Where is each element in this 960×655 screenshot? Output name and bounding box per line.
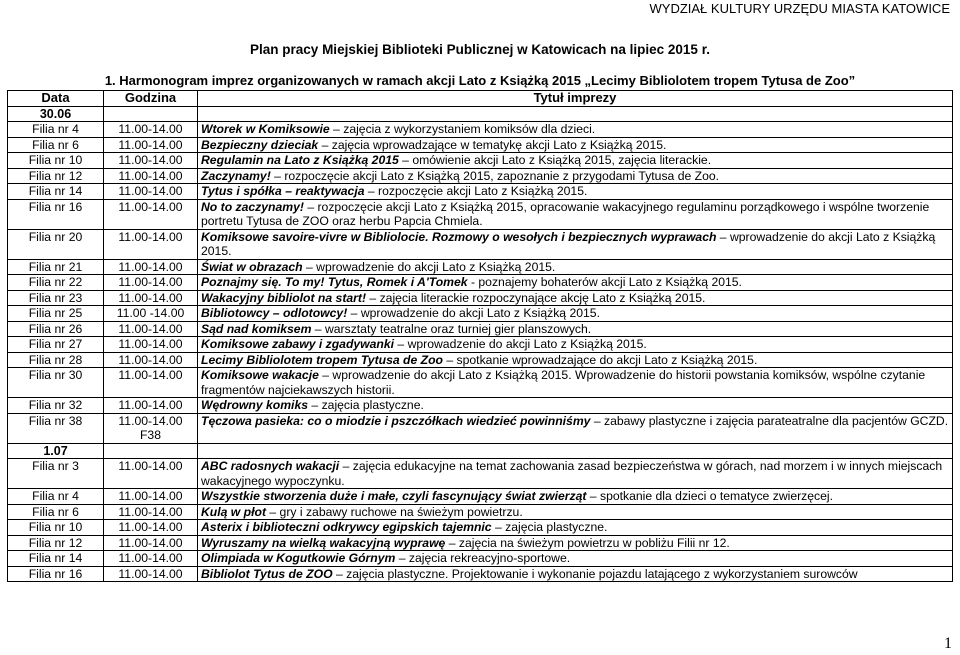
column-header-time: Godzina <box>104 91 198 107</box>
event-cell <box>198 290 953 306</box>
branch-cell: Filia nr 28 <box>8 352 104 368</box>
time-cell: 11.00-14.00 <box>104 321 198 337</box>
event-title: Poznajmy się. To my! Tytus, Romek i A'Tomek <box>201 275 468 289</box>
table-header-row <box>8 91 953 107</box>
event-description: – wprowadzenie do akcji Lato z Książką 2015. <box>302 259 556 274</box>
event-description: - poznajemy bohaterów akcji Lato z Książką 2015. <box>467 275 742 289</box>
table-row <box>8 551 953 567</box>
table-row <box>8 275 953 291</box>
table-row <box>8 259 953 275</box>
time-cell: 11.00-14.00 <box>104 520 198 536</box>
table-row <box>8 368 953 398</box>
branch-cell: Filia nr 20 <box>8 229 104 259</box>
table-row <box>8 184 953 200</box>
branch-cell: Filia nr 25 <box>8 306 104 322</box>
event-title: Wakacyjny bibliolot na start! <box>201 290 367 305</box>
table-row <box>8 153 953 169</box>
branch-cell: Filia nr 14 <box>8 184 104 200</box>
table-row <box>8 168 953 184</box>
table-row <box>8 337 953 353</box>
event-title: Wyruszamy na wielką wakacyjną wyprawę <box>201 535 446 550</box>
time-cell: 11.00-14.00 <box>104 137 198 153</box>
page-number: 1 <box>944 635 952 652</box>
office-header: WYDZIAŁ KULTURY URZĘDU MIASTA KATOWICE <box>649 1 950 16</box>
event-cell <box>198 137 953 153</box>
event-description: – zajęcia plastyczne. <box>308 398 424 412</box>
event-description: – zajęcia z wykorzystaniem komiksów dla dzieci. <box>329 122 596 136</box>
event-title: Komiksowe wakacje <box>201 368 319 382</box>
event-description: – zajęcia plastyczne. Projektowanie i wykonanie pojazdu latającego z wykorzystaniem surowców <box>332 566 858 581</box>
event-description: – spotkanie wprowadzające do akcji Lato z Książką 2015. <box>442 352 758 367</box>
event-title: Bibliotowcy – odlotowcy! <box>201 306 348 320</box>
time-cell: 11.00-14.00 <box>104 551 198 567</box>
event-title: Tęczowa pasieka: co o miodzie i pszczółkach wiedzieć powinniśmy <box>201 413 591 428</box>
event-description: – zajęcia rekreacyjno-sportowe. <box>395 551 571 565</box>
branch-cell: Filia nr 6 <box>8 504 104 520</box>
branch-cell: Filia nr 22 <box>8 275 104 291</box>
event-title: Komiksowe savoire-vivre w Bibliolocie. Rozmowy o wesołych i bezpiecznych wyprawach <box>201 229 717 244</box>
table-row <box>8 520 953 536</box>
event-description: – wprowadzenie do akcji Lato z Książką 2015. <box>394 337 647 351</box>
event-title: Olimpiada w Kogutkowie Górnym <box>201 551 396 565</box>
branch-cell: Filia nr 12 <box>8 168 104 184</box>
time-cell: 11.00-14.00 <box>104 290 198 306</box>
date-cell: 30.06 <box>8 106 104 122</box>
date-row <box>8 443 953 459</box>
branch-cell: Filia nr 6 <box>8 137 104 153</box>
event-description: – warsztaty teatralne oraz turniej gier planszowych. <box>311 321 592 336</box>
event-cell <box>198 566 953 582</box>
event-description: – omówienie akcji Lato z Książką 2015, zajęcia literackie. <box>398 153 712 167</box>
document-title: Plan pracy Miejskiej Biblioteki Publicznej w Katowicach na lipiec 2015 r. <box>250 42 710 57</box>
event-cell <box>198 259 953 275</box>
event-cell <box>198 504 953 520</box>
table-row <box>8 413 953 443</box>
branch-cell: Filia nr 4 <box>8 122 104 138</box>
table-row <box>8 566 953 582</box>
event-description: – zajęcia wprowadzające w tematykę akcji Lato z Książką 2015. <box>318 137 667 152</box>
event-cell <box>198 199 953 229</box>
branch-cell: Filia nr 12 <box>8 535 104 551</box>
event-description: – wprowadzenie do akcji Lato z Książką 2015. <box>347 306 600 320</box>
event-cell <box>198 122 953 138</box>
event-description: – gry i zabawy ruchowe na świeżym powietrzu. <box>266 504 523 519</box>
time-cell: 11.00-14.00 <box>104 398 198 414</box>
branch-cell: Filia nr 14 <box>8 551 104 567</box>
event-cell <box>198 275 953 291</box>
event-cell <box>198 337 953 353</box>
event-title: Asterix i biblioteczni odkrywcy egipskich tajemnic <box>201 520 492 534</box>
time-cell: 11.00-14.00 <box>104 184 198 200</box>
table-row <box>8 122 953 138</box>
branch-cell: Filia nr 30 <box>8 368 104 398</box>
time-cell: 11.00 -14.00 <box>104 306 198 322</box>
empty-cell <box>104 443 198 459</box>
table-row <box>8 459 953 489</box>
event-cell <box>198 520 953 536</box>
event-cell <box>198 489 953 505</box>
empty-cell <box>104 106 198 122</box>
table-row <box>8 352 953 368</box>
empty-cell <box>198 106 953 122</box>
event-title: Kulą w płot <box>201 504 266 519</box>
event-title: Bibliolot Tytus de ZOO <box>201 566 333 581</box>
time-cell: 11.00-14.00 <box>104 489 198 505</box>
event-title: Sąd nad komiksem <box>201 321 312 336</box>
event-title: Regulamin na Lato z Książką 2015 <box>201 153 399 167</box>
time-cell: 11.00-14.00 <box>104 229 198 259</box>
time-cell: 11.00-14.00 <box>104 504 198 520</box>
table-row <box>8 199 953 229</box>
column-header-date: Data <box>8 91 104 107</box>
table-row <box>8 504 953 520</box>
event-title: No to zaczynamy! <box>201 199 304 214</box>
event-title: Świat w obrazach <box>201 259 303 274</box>
event-description: – rozpoczęcie akcji Lato z Książką 2015, zapoznanie z przygodami Tytusa de Zoo. <box>270 168 720 183</box>
branch-cell: Filia nr 10 <box>8 520 104 536</box>
event-title: Lecimy Bibliolotem tropem Tytusa de Zoo <box>201 352 443 367</box>
schedule-table <box>7 90 953 582</box>
time-cell: 11.00-14.00 <box>104 199 198 229</box>
event-description: – zabawy plastyczne i zajęcia parateatralne dla pacjentów GCZD. <box>590 413 949 428</box>
branch-cell: Filia nr 3 <box>8 459 104 489</box>
time-cell: 11.00-14.00 <box>104 535 198 551</box>
event-cell <box>198 535 953 551</box>
time-cell: 11.00-14.00 <box>104 122 198 138</box>
branch-cell: Filia nr 16 <box>8 566 104 582</box>
table-row <box>8 321 953 337</box>
branch-cell: Filia nr 23 <box>8 290 104 306</box>
event-cell <box>198 321 953 337</box>
branch-cell: Filia nr 38 <box>8 413 104 443</box>
event-description: – zajęcia na świeżym powietrzu w pobliżu Filii nr 12. <box>445 535 730 550</box>
branch-cell: Filia nr 21 <box>8 259 104 275</box>
event-description: – spotkanie dla dzieci o tematyce zwierzęcej. <box>586 489 833 503</box>
section-heading: 1. Harmonogram imprez organizowanych w ramach akcji Lato z Książką 2015 „Lecimy Bibliolotem tropem Tytusa de Zoo” <box>104 73 856 88</box>
time-cell: 11.00-14.00 <box>104 275 198 291</box>
event-title: Tytus i spółka – reaktywacja <box>201 184 365 198</box>
time-cell: 11.00-14.00 <box>104 337 198 353</box>
table-row <box>8 306 953 322</box>
event-description: – zajęcia literackie rozpoczynające akcję Lato z Książką 2015. <box>366 290 706 305</box>
date-cell: 1.07 <box>8 443 104 459</box>
event-cell <box>198 229 953 259</box>
empty-cell <box>198 443 953 459</box>
event-cell <box>198 398 953 414</box>
event-description: – zajęcia edukacyjne na temat zachowania zasad bezpieczeństwa w górach, nad morzem i w innych miejscach wakacyjnego wypoczynku. <box>201 459 943 488</box>
event-cell <box>198 306 953 322</box>
event-cell <box>198 153 953 169</box>
branch-cell: Filia nr 10 <box>8 153 104 169</box>
column-header-title: Tytuł imprezy <box>198 91 953 107</box>
event-description: – zajęcia plastyczne. <box>491 520 608 534</box>
time-cell: 11.00-14.00 <box>104 368 198 398</box>
event-cell <box>198 459 953 489</box>
time-cell: 11.00-14.00 F38 <box>104 413 198 443</box>
event-title: ABC radosnych wakacji <box>201 459 340 473</box>
table-row <box>8 398 953 414</box>
event-title: Wtorek w Komiksowie <box>201 122 330 136</box>
event-title: Wszystkie stworzenia duże i małe, czyli fascynujący świat zwierząt <box>201 489 587 503</box>
event-title: Wędrowny komiks <box>201 398 309 412</box>
event-title: Zaczynamy! <box>201 168 271 183</box>
table-row <box>8 535 953 551</box>
event-cell <box>198 551 953 567</box>
time-cell: 11.00-14.00 <box>104 153 198 169</box>
branch-cell: Filia nr 26 <box>8 321 104 337</box>
branch-cell: Filia nr 16 <box>8 199 104 229</box>
time-cell: 11.00-14.00 <box>104 259 198 275</box>
branch-cell: Filia nr 27 <box>8 337 104 353</box>
event-cell <box>198 413 953 443</box>
event-description: – wprowadzenie do akcji Lato z Książką 2015. <box>201 229 936 258</box>
event-title: Bezpieczny dzieciak <box>201 137 319 152</box>
time-cell: 11.00-14.00 <box>104 168 198 184</box>
event-description: – wprowadzenie do akcji Lato z Książką 2015. Wprowadzenie do historii powstania komiksów, wspólne czytanie fragmentów najciekawszych historii. <box>201 368 926 397</box>
event-cell <box>198 352 953 368</box>
event-cell <box>198 184 953 200</box>
time-cell: 11.00-14.00 <box>104 459 198 489</box>
branch-cell: Filia nr 4 <box>8 489 104 505</box>
event-title: Komiksowe zabawy i zgadywanki <box>201 337 395 351</box>
event-cell <box>198 168 953 184</box>
table-row <box>8 489 953 505</box>
date-row <box>8 106 953 122</box>
table-row <box>8 137 953 153</box>
time-cell: 11.00-14.00 <box>104 566 198 582</box>
branch-cell: Filia nr 32 <box>8 398 104 414</box>
event-cell <box>198 368 953 398</box>
event-description: – rozpoczęcie akcji Lato z Książką 2015, opracowanie wakacyjnego regulaminu porządkowego i wspólne tworzenie portretu Tytusa de ZOO oraz herbu Papcia Chmiela. <box>201 199 930 228</box>
event-description: – rozpoczęcie akcji Lato z Książką 2015. <box>364 184 588 198</box>
table-row <box>8 290 953 306</box>
time-cell: 11.00-14.00 <box>104 352 198 368</box>
table-row <box>8 229 953 259</box>
